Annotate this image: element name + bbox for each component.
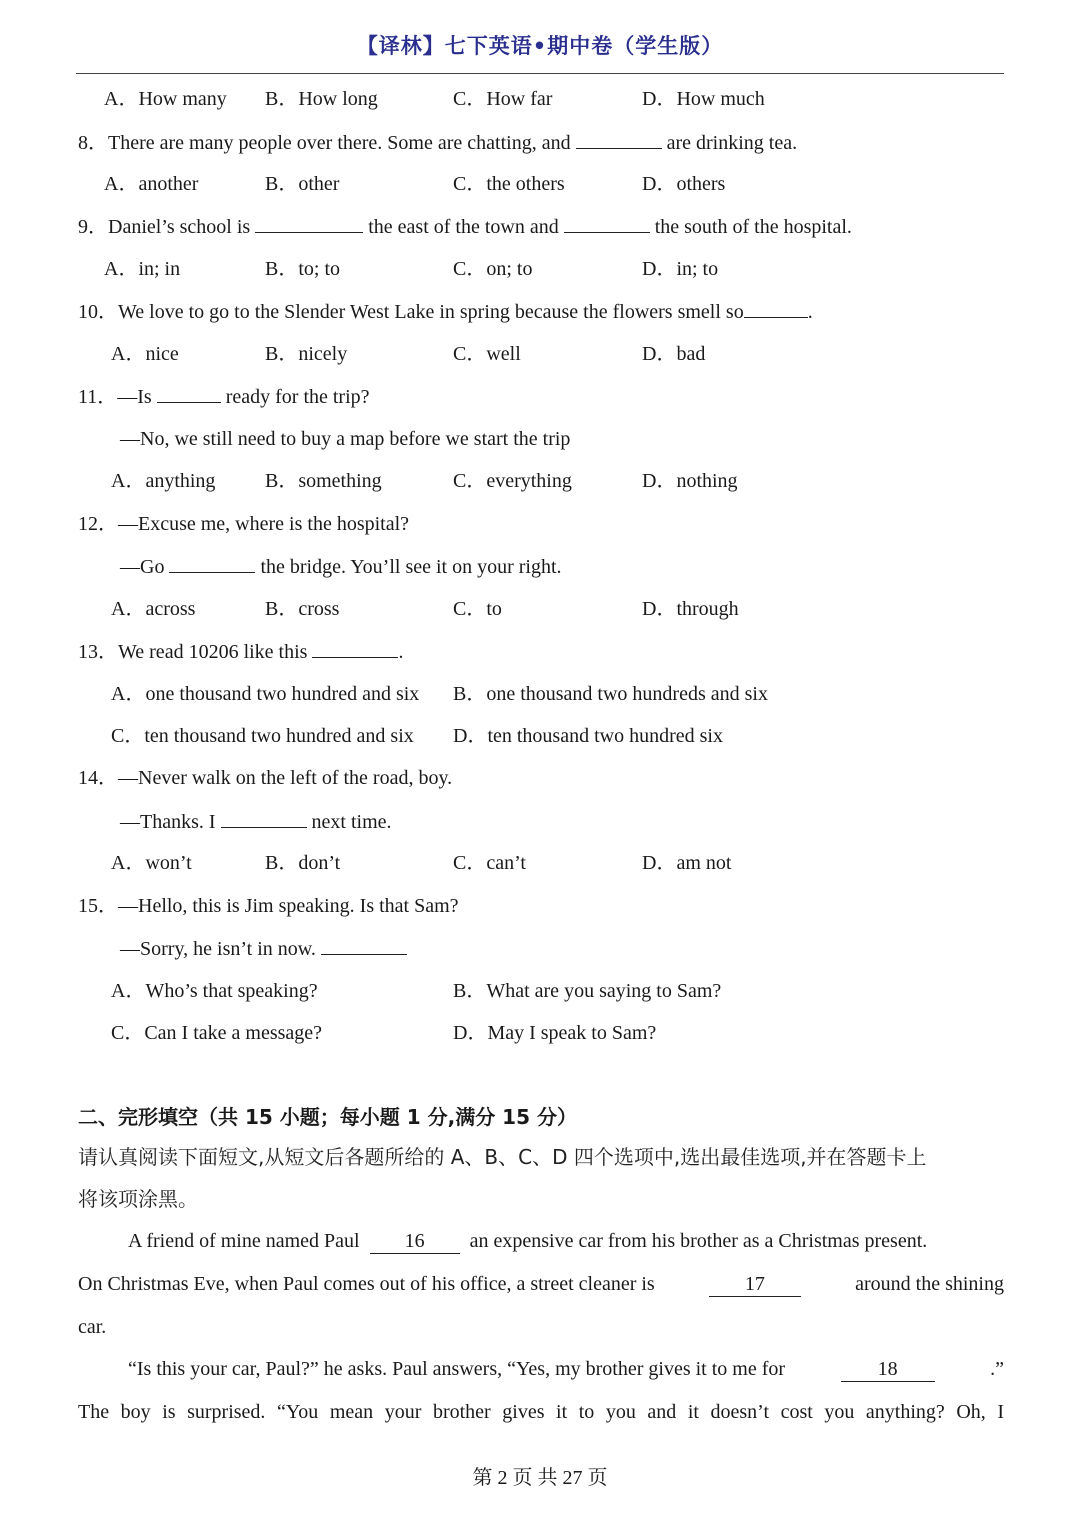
q9-stem-3: the south of the hospital. — [654, 216, 852, 238]
passage-line-4-before: “Is this your car, Paul?” he asks. Paul answers, “Yes, my brother gives it to me for — [128, 1358, 786, 1380]
q9-option-c: C．on; to — [453, 258, 533, 280]
blank-16: 16 — [370, 1229, 460, 1254]
q13-option-b: B．one thousand two hundreds and six — [453, 683, 768, 705]
q9-blank-1 — [255, 214, 363, 233]
q12-reply — [120, 554, 562, 579]
q9-option-b: B．to; to — [265, 258, 341, 280]
q11-stem — [78, 384, 370, 409]
q15-reply — [120, 936, 407, 961]
q14-option-a: A．won’t — [111, 852, 192, 874]
q15-option-d: D．May I speak to Sam? — [453, 1022, 657, 1044]
q10-option-d: D．bad — [642, 343, 706, 365]
q8-option-b: B．other — [265, 173, 340, 195]
q7-option-b: B．How long — [265, 88, 378, 110]
q11-reply: —No, we still need to buy a map before we start the trip — [120, 428, 571, 450]
q8-blank — [576, 130, 662, 149]
q8-option-a: A．another — [104, 173, 199, 195]
passage-line-1-after: an expensive car from his brother as a Christmas present. — [469, 1230, 928, 1252]
q11-stem-2: ready for the trip? — [225, 386, 370, 408]
q14-option-d: D．am not — [642, 852, 732, 874]
q11-option-c: C．everything — [453, 470, 572, 492]
passage-line-1-before: A friend of mine named Paul — [128, 1230, 360, 1252]
q15-stem: 15．—Hello, this is Jim speaking. Is that Sam? — [78, 895, 459, 917]
q13-stem-before: 13．We read 10206 like this — [78, 641, 308, 663]
q12-reply-before: —Go — [120, 556, 165, 578]
q13-blank — [312, 639, 398, 658]
q8-option-d: D．others — [642, 173, 726, 195]
q8-option-c: C．the others — [453, 173, 565, 195]
q9-option-d: D．in; to — [642, 258, 719, 280]
section-2-instruction-line-1: 请认真阅读下面短文,从短文后各题所给的 A、B、C、D 四个选项中,选出最佳选项,并在答题卡上 — [78, 1145, 927, 1169]
q10-option-b: B．nicely — [265, 343, 348, 365]
q14-blank — [221, 809, 307, 828]
q12-stem: 12．—Excuse me, where is the hospital? — [78, 513, 410, 535]
q14-option-c: C．can’t — [453, 852, 526, 874]
q14-reply-after: next time. — [311, 811, 392, 833]
q10-stem-before: 10．We love to go to the Slender West Lake in spring because the flowers smell so — [78, 301, 744, 323]
q15-reply-text: —Sorry, he isn’t in now. — [120, 938, 316, 960]
q12-option-c: C．to — [453, 598, 502, 620]
q14-reply — [120, 809, 392, 834]
q11-option-d: D．nothing — [642, 470, 738, 492]
q8-stem-after: are drinking tea. — [666, 132, 798, 154]
q14-option-b: B．don’t — [265, 852, 341, 874]
q15-option-c: C．Can I take a message? — [111, 1022, 323, 1044]
passage-line-5: The boy is surprised. “You mean your brother gives it to you and it doesn’t cost you anything? Oh, I — [78, 1401, 1004, 1423]
passage-line-4-after: .” — [990, 1358, 1004, 1380]
passage-line-3: car. — [78, 1316, 107, 1338]
q15-option-a: A．Who’s that speaking? — [111, 980, 318, 1002]
q11-option-a: A．anything — [111, 470, 216, 492]
q9-option-a: A．in; in — [104, 258, 181, 280]
q8-stem — [78, 130, 797, 155]
q12-option-d: D．through — [642, 598, 739, 620]
q7-option-a: A．How many — [104, 88, 227, 110]
q9-stem — [78, 214, 852, 239]
q10-stem-after: . — [807, 301, 813, 323]
q13-stem-after: . — [398, 641, 404, 663]
q9-stem-2: the east of the town and — [368, 216, 559, 238]
q11-option-b: B．something — [265, 470, 382, 492]
q12-option-a: A．across — [111, 598, 196, 620]
q7-option-c: C．How far — [453, 88, 553, 110]
q14-stem: 14．—Never walk on the left of the road, boy. — [78, 767, 453, 789]
passage-line-2-after: around the shining — [855, 1273, 1004, 1295]
q11-stem-1: 11．—Is — [78, 386, 152, 408]
q10-blank — [744, 299, 808, 318]
q7-option-d: D．How much — [642, 88, 765, 110]
passage-line-2 — [78, 1272, 1004, 1297]
q10-stem — [78, 299, 813, 324]
q10-option-a: A．nice — [111, 343, 179, 365]
q12-option-b: B．cross — [265, 598, 340, 620]
header-divider — [76, 73, 1004, 74]
q8-stem-before: 8．There are many people over there. Some are chatting, and — [78, 132, 571, 154]
page-number-footer: 第 2 页 共 27 页 — [472, 1467, 608, 1489]
page-header-title: 【译林】七下英语•期中卷（学生版） — [356, 34, 724, 58]
q14-reply-before: —Thanks. I — [120, 811, 216, 833]
q15-option-b: B．What are you saying to Sam? — [453, 980, 722, 1002]
q9-blank-2 — [564, 214, 650, 233]
q12-blank — [169, 554, 255, 573]
section-2-title: 二、完形填空（共 15 小题；每小题 1 分,满分 15 分） — [78, 1105, 577, 1129]
passage-line-4 — [128, 1357, 1004, 1382]
q13-option-a: A．one thousand two hundred and six — [111, 683, 420, 705]
q13-stem — [78, 639, 403, 664]
q11-blank — [157, 384, 221, 403]
section-2-instruction-line-2: 将该项涂黑。 — [78, 1187, 198, 1211]
q13-option-c: C．ten thousand two hundred and six — [111, 725, 414, 747]
q9-stem-1: 9．Daniel’s school is — [78, 216, 251, 238]
q13-option-d: D．ten thousand two hundred six — [453, 725, 723, 747]
blank-18: 18 — [841, 1357, 935, 1382]
q10-option-c: C．well — [453, 343, 521, 365]
passage-line-2-before: On Christmas Eve, when Paul comes out of his office, a street cleaner is — [78, 1273, 655, 1295]
blank-17: 17 — [709, 1272, 801, 1297]
q12-reply-after: the bridge. You’ll see it on your right. — [260, 556, 562, 578]
passage-line-1 — [128, 1229, 927, 1254]
q15-blank — [321, 936, 407, 955]
